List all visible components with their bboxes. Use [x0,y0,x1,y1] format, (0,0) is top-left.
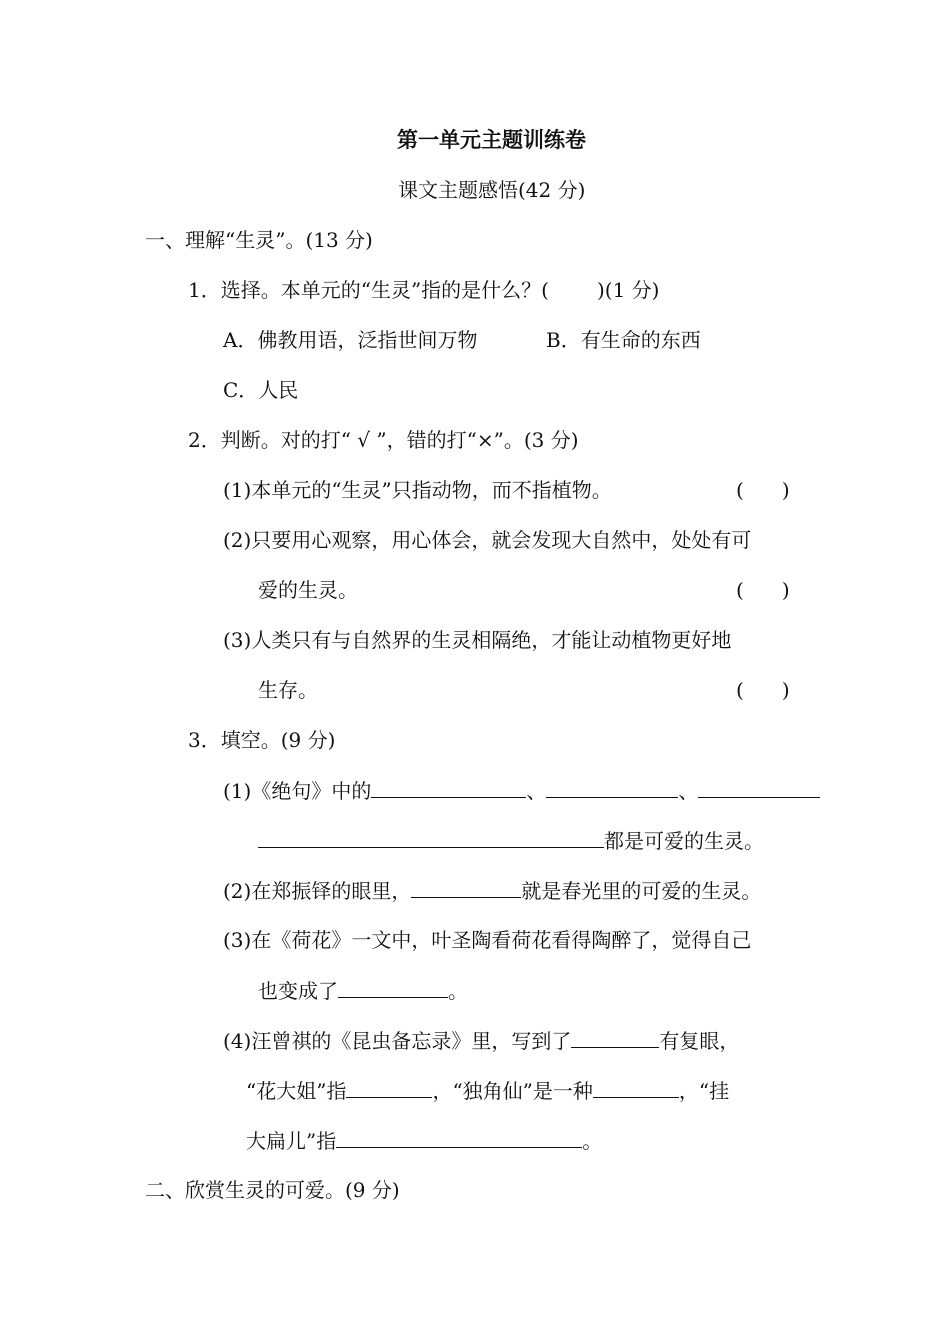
fill-blank[interactable] [336,1127,582,1148]
section2-heading: 二、欣赏生灵的可爱。(9 分) [145,1178,400,1202]
q1-option-b: B．有生命的东西 [546,328,701,352]
paren-left: ( [736,678,744,702]
q3-item2-text: (2)在郑振铎的眼里， [223,879,412,903]
q1-option-a: A．佛教用语，泛指世间万物 [223,328,478,352]
paren-right: ) [781,678,790,702]
page-title: 第一单元主题训练卷 [397,127,586,152]
fill-blank[interactable] [593,1077,679,1098]
fill-blank[interactable] [571,1027,659,1048]
q1-stem [188,277,659,303]
q3-item4-line1 [223,1027,739,1054]
q2-item3-answer[interactable] [736,677,790,703]
q3-item1-line1 [223,777,820,804]
q3-item4-line3 [246,1127,602,1154]
fill-blank[interactable] [411,877,521,898]
q2-item2-answer[interactable] [736,577,790,603]
q2-stem: 2．判断。对的打“ √ ”，错的打“×”。(3 分) [188,428,579,452]
q3-item4-text: (4)汪曾祺的《昆虫备忘录》里，写到了 [223,1029,572,1053]
fill-blank[interactable] [546,777,678,798]
q3-item1-line2 [258,827,764,854]
q2-item2-line2: 爱的生灵。 [258,578,358,602]
q3-item3-line1: (3)在《荷花》一文中，叶圣陶看荷花看得陶醉了，觉得自己 [223,928,752,952]
fill-blank[interactable] [346,1077,432,1098]
paren-right: ) [781,478,790,502]
q3-item4-text3: “花大姐”指 [246,1079,347,1103]
q3-item1-ending: 都是可爱的生灵。 [604,829,764,853]
q1-stem-score: )(1 分) [596,278,660,302]
separator: 、 [678,779,699,803]
fill-blank[interactable] [258,827,604,848]
q3-item3-text: 也变成了 [258,979,338,1003]
q3-item1-text: (1)《绝句》中的 [223,779,372,803]
q2-item1-answer[interactable] [736,477,790,503]
q1-stem-text: 1．选择。本单元的“生灵”指的是什么？( [188,278,549,302]
fill-blank[interactable] [338,977,448,998]
q2-item2-line1: (2)只要用心观察，用心体会，就会发现大自然中，处处有可 [223,528,752,552]
section1-heading: 一、理解“生灵”。(13 分) [145,228,373,252]
fill-blank[interactable] [698,777,820,798]
q2-item3-line2: 生存。 [258,678,318,702]
paren-left: ( [736,578,744,602]
fill-blank[interactable] [371,777,526,798]
q1-option-c: C．人民 [223,378,299,402]
period: 。 [582,1129,603,1153]
q3-item4-text6: 大扁儿”指 [246,1129,337,1153]
q3-stem: 3．填空。(9 分) [188,728,336,752]
subtitle: 课文主题感悟(42 分) [398,178,586,202]
q3-item4-text4: ，“独角仙”是一种 [432,1079,593,1103]
q2-item1: (1)本单元的“生灵”只指动物，而不指植物。 [223,478,612,502]
paren-left: ( [736,478,744,502]
period: 。 [448,979,468,1003]
separator: 、 [526,779,547,803]
paren-right: ) [781,578,790,602]
q3-item4-text5: ，“挂 [678,1079,730,1103]
q3-item2-ending: 就是春光里的可爱的生灵。 [521,879,762,903]
q3-item4-line2 [246,1077,729,1104]
q3-item4-text2: 有复眼， [659,1029,740,1053]
q3-item2 [223,877,761,904]
q3-item3-line2 [258,977,468,1004]
q2-item3-line1: (3)人类只有与自然界的生灵相隔绝，才能让动植物更好地 [223,628,732,652]
